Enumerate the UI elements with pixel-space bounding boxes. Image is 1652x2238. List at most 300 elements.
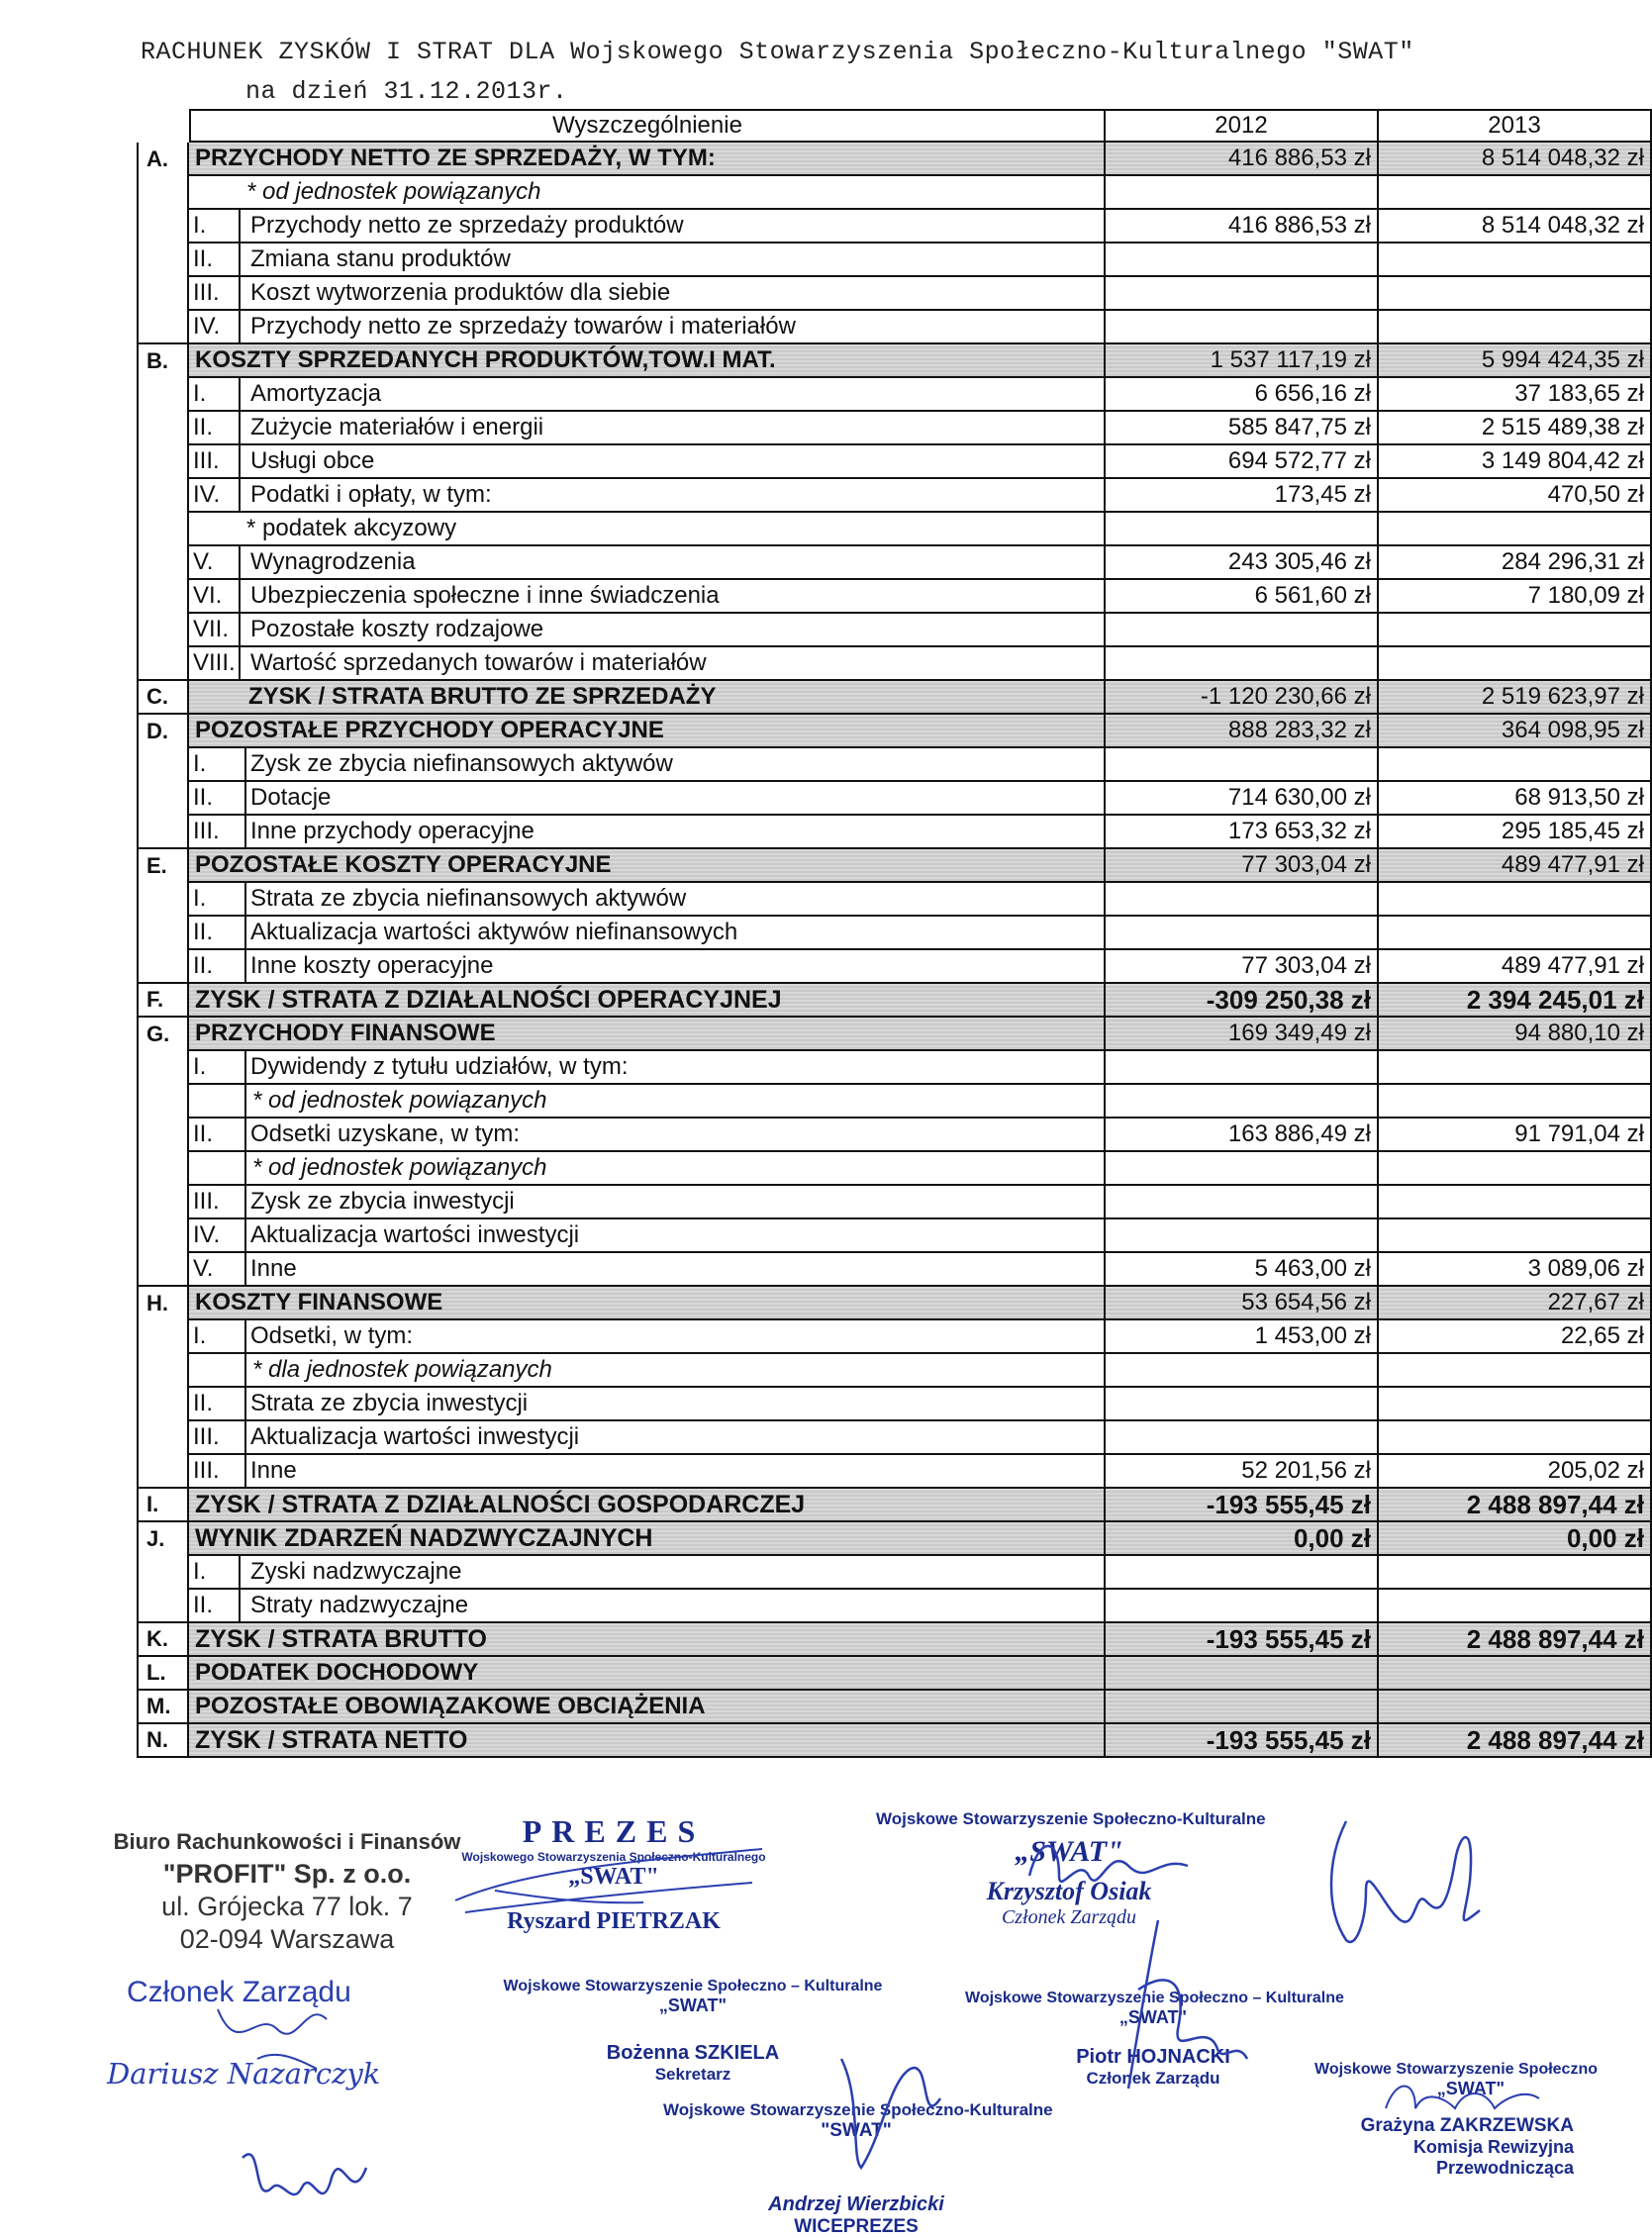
bureau-name: Biuro Rachunkowości i Finansów — [113, 1829, 461, 1854]
section-label: PRZYCHODY NETTO ZE SPRZEDAŻY, W TYM: — [189, 143, 1106, 176]
table-row — [137, 243, 1512, 277]
zakrzewska-role1: Komisja Rewizyjna — [1412, 2137, 1574, 2157]
osiak-role: Członek Zarządu — [1001, 1906, 1137, 1928]
hojnacki-name: Piotr HOJNACKI — [1076, 2046, 1230, 2068]
table-row — [137, 1388, 1512, 1421]
value-2012: 6 656,16 zł — [1106, 378, 1379, 412]
value-2013: 2 488 897,44 zł — [1379, 1489, 1652, 1522]
section-label: ZYSK / STRATA BRUTTO ZE SPRZEDAŻY — [189, 681, 1106, 715]
item-label: Aktualizacja wartości aktywów niefinansowych — [250, 919, 738, 945]
osiak-name: Krzysztof Osiak — [986, 1877, 1152, 1905]
value-2012: 416 886,53 zł — [1106, 210, 1379, 243]
line-item — [189, 1388, 1106, 1421]
note-text: * od jednostek powiązanych — [252, 1154, 547, 1181]
osiak-swat: „SWAT" — [1015, 1835, 1123, 1868]
row-letter — [137, 883, 189, 917]
profit-loss-table — [137, 109, 1644, 1792]
row-letter — [137, 1219, 189, 1253]
value-2013: 0,00 zł — [1379, 1522, 1652, 1556]
item-label: Amortyzacja — [250, 380, 382, 407]
line-item — [189, 445, 1106, 479]
row-letter: E. — [137, 849, 189, 883]
section-label: ZYSK / STRATA Z DZIAŁALNOŚCI GOSPODARCZEJ — [189, 1489, 1106, 1522]
value-2013: 3 149 804,42 zł — [1379, 445, 1652, 479]
value-2012 — [1106, 748, 1379, 782]
item-label: Zużycie materiałów i energii — [250, 414, 544, 440]
row-letter — [137, 1590, 189, 1623]
row-letter: C. — [137, 681, 189, 715]
value-2013: 3 089,06 zł — [1379, 1253, 1652, 1287]
wierzbicki-org: Wojskowe Stowarzyszenie Społeczno-Kulturalne — [663, 2100, 1053, 2119]
value-2012 — [1106, 1421, 1379, 1455]
item-number: I. — [189, 748, 246, 780]
item-number: II. — [189, 782, 246, 814]
row-letter — [137, 1421, 189, 1455]
value-2012 — [1106, 647, 1379, 681]
document-date: na dzień 31.12.2013r. — [245, 77, 568, 106]
line-item — [189, 1119, 1106, 1152]
value-2012: 173,45 zł — [1106, 479, 1379, 513]
note-text: * od jednostek powiązanych — [252, 1087, 547, 1114]
section-label: PRZYCHODY FINANSOWE — [189, 1018, 1106, 1051]
item-label: Zysk ze zbycia niefinansowych aktywów — [250, 750, 673, 777]
item-number: IV. — [189, 311, 241, 342]
value-2012: 163 886,49 zł — [1106, 1119, 1379, 1152]
signature-hojnacki — [1099, 1910, 1257, 2098]
table-row — [137, 883, 1512, 917]
row-letter — [137, 1388, 189, 1421]
prezes-org: Wojskowego Stowarzyszenia Społeczno-Kulturalnego — [461, 1850, 766, 1864]
item-number: II. — [189, 950, 246, 982]
row-letter — [137, 647, 189, 681]
item-label: Strata ze zbycia niefinansowych aktywów — [250, 885, 687, 912]
related-party-note — [189, 1085, 1106, 1119]
value-2012: -193 555,45 zł — [1106, 1489, 1379, 1522]
line-item — [189, 1590, 1106, 1623]
line-item — [189, 816, 1106, 849]
prezes-title: PREZES — [522, 1813, 706, 1849]
item-label: Inne przychody operacyjne — [250, 818, 534, 844]
value-2012: 5 463,00 zł — [1106, 1253, 1379, 1287]
item-number: III. — [189, 816, 246, 847]
value-2012: 173 653,32 zł — [1106, 816, 1379, 849]
header-2013: 2013 — [1379, 109, 1652, 143]
wierzbicki-swat: "SWAT" — [821, 2120, 892, 2141]
value-2013: 37 183,65 zł — [1379, 378, 1652, 412]
value-2013: 364 098,95 zł — [1379, 715, 1652, 748]
item-number: IV. — [189, 479, 241, 511]
section-label: POZOSTAŁE OBOWIĄZAKOWE OBCIĄŻENIA — [189, 1691, 1106, 1724]
value-2013: 94 880,10 zł — [1379, 1018, 1652, 1051]
line-item — [189, 614, 1106, 647]
value-2012: 0,00 zł — [1106, 1522, 1379, 1556]
signature-szkiela — [822, 2039, 960, 2178]
item-label: Straty nadzwyczajne — [250, 1592, 469, 1618]
item-label: Strata ze zbycia inwestycji — [250, 1390, 529, 1416]
row-letter — [137, 513, 189, 546]
signature-osiak — [1020, 1826, 1198, 1915]
value-2013 — [1379, 1085, 1652, 1119]
value-2013 — [1379, 513, 1652, 546]
line-item — [189, 546, 1106, 580]
table-row — [137, 1657, 1512, 1691]
value-2012 — [1106, 176, 1379, 210]
table-row — [137, 647, 1512, 681]
table-row — [137, 782, 1644, 816]
table-row — [137, 1455, 1644, 1489]
number-spacer — [189, 1152, 246, 1184]
row-letter — [137, 311, 189, 344]
row-letter — [137, 378, 189, 412]
value-2012 — [1106, 1691, 1379, 1724]
item-label: Inne — [250, 1457, 297, 1484]
bureau-street: ul. Grójecka 77 lok. 7 — [161, 1892, 413, 1921]
table-row — [137, 1590, 1512, 1623]
table-row — [137, 1522, 1644, 1556]
value-2013 — [1379, 647, 1652, 681]
line-item — [189, 1051, 1106, 1085]
prezes-name: Ryszard PIETRZAK — [507, 1908, 721, 1934]
value-2012 — [1106, 1186, 1379, 1219]
value-2012: 77 303,04 zł — [1106, 950, 1379, 984]
line-item — [189, 1219, 1106, 1253]
item-label: Zysk ze zbycia inwestycji — [250, 1188, 515, 1215]
line-item — [189, 243, 1106, 277]
line-item — [189, 1455, 1106, 1489]
row-letter — [137, 1455, 189, 1489]
line-item — [189, 950, 1106, 984]
row-letter — [137, 176, 189, 210]
section-label: KOSZTY FINANSOWE — [189, 1287, 1106, 1320]
value-2012: 1 453,00 zł — [1106, 1320, 1379, 1354]
item-number: I. — [189, 210, 241, 242]
item-label: Aktualizacja wartości inwestycji — [250, 1221, 580, 1248]
item-label: Odsetki, w tym: — [250, 1322, 414, 1349]
zakrzewska-swat: „SWAT" — [1436, 2079, 1505, 2098]
row-letter: F. — [137, 984, 189, 1018]
value-2012: 169 349,49 zł — [1106, 1018, 1379, 1051]
item-label: Inne koszty operacyjne — [250, 952, 494, 979]
table-row — [137, 1186, 1512, 1219]
wierzbicki-name: Andrzej Wierzbicki — [768, 2193, 944, 2215]
item-number: III. — [189, 445, 241, 477]
value-2013 — [1379, 1152, 1652, 1186]
row-letter — [137, 1354, 189, 1388]
value-2013 — [1379, 311, 1652, 344]
header-2012: 2012 — [1106, 109, 1379, 143]
item-number: I. — [189, 1051, 246, 1083]
szkiela-org: Wojskowe Stowarzyszenie Społeczno – Kulturalne — [503, 1978, 883, 1995]
section-label: ZYSK / STRATA NETTO — [189, 1724, 1106, 1758]
hojnacki-role: Członek Zarządu — [1086, 2069, 1220, 2088]
value-2012 — [1106, 883, 1379, 917]
table-row — [137, 715, 1644, 748]
item-number: II. — [189, 1119, 246, 1150]
table-row — [137, 1152, 1512, 1186]
row-letter — [137, 1085, 189, 1119]
value-2013: 470,50 zł — [1379, 479, 1652, 513]
row-letter: M. — [137, 1691, 189, 1724]
value-2012: 416 886,53 zł — [1106, 143, 1379, 176]
section-label: ZYSK / STRATA Z DZIAŁALNOŚCI OPERACYJNEJ — [189, 984, 1106, 1018]
item-number: VIII. — [189, 647, 241, 679]
table-row — [137, 1354, 1512, 1388]
excise-note: * podatek akcyzowy — [189, 513, 1106, 546]
value-2013 — [1379, 883, 1652, 917]
table-row — [137, 1253, 1644, 1287]
table-row — [137, 580, 1644, 614]
signature-prezes — [436, 1831, 772, 1930]
value-2012 — [1106, 1219, 1379, 1253]
row-letter: D. — [137, 715, 189, 748]
table-row — [137, 210, 1644, 243]
value-2013: 489 477,91 zł — [1379, 950, 1652, 984]
line-item — [189, 210, 1106, 243]
value-2013 — [1379, 1186, 1652, 1219]
value-2013: 205,02 zł — [1379, 1455, 1652, 1489]
section-label: POZOSTAŁE PRZYCHODY OPERACYJNE — [189, 715, 1106, 748]
value-2013: 2 519 623,97 zł — [1379, 681, 1652, 715]
table-row — [137, 1556, 1512, 1590]
value-2012 — [1106, 1085, 1379, 1119]
hojnacki-swat: „SWAT" — [1118, 2007, 1188, 2027]
table-row — [137, 378, 1644, 412]
value-2013 — [1379, 1556, 1652, 1590]
value-2013: 5 994 424,35 zł — [1379, 344, 1652, 378]
signature-zakrzewska — [1376, 2069, 1544, 2128]
row-letter — [137, 1152, 189, 1186]
value-2013: 91 791,04 zł — [1379, 1119, 1652, 1152]
zakrzewska-role2: Przewodnicząca — [1435, 2158, 1574, 2178]
row-letter — [137, 277, 189, 311]
row-letter — [137, 1556, 189, 1590]
nazarczyk-role: Członek Zarządu — [127, 1976, 351, 2008]
row-letter — [137, 210, 189, 243]
signature-bottom-left — [223, 2128, 381, 2227]
value-2012: -193 555,45 zł — [1106, 1724, 1379, 1758]
value-2013: 2 515 489,38 zł — [1379, 412, 1652, 445]
item-number: I. — [189, 1556, 241, 1588]
value-2012: 888 283,32 zł — [1106, 715, 1379, 748]
value-2013 — [1379, 1219, 1652, 1253]
item-label: Zyski nadzwyczajne — [250, 1558, 462, 1585]
section-label: PODATEK DOCHODOWY — [189, 1657, 1106, 1691]
table-row — [137, 1018, 1644, 1051]
table-row — [137, 1320, 1644, 1354]
value-2012: -309 250,38 zł — [1106, 984, 1379, 1018]
row-letter — [137, 1320, 189, 1354]
value-2012: 6 561,60 zł — [1106, 580, 1379, 614]
value-2012 — [1106, 1388, 1379, 1421]
item-number: III. — [189, 1455, 246, 1487]
line-item — [189, 1320, 1106, 1354]
value-2013: 489 477,91 zł — [1379, 849, 1652, 883]
row-letter — [137, 917, 189, 950]
table-row — [137, 1623, 1644, 1657]
line-item — [189, 748, 1106, 782]
table-header-row — [137, 109, 1541, 143]
prezes-swat: „SWAT" — [568, 1864, 659, 1890]
row-letter: I. — [137, 1489, 189, 1522]
line-item — [189, 883, 1106, 917]
line-item — [189, 1556, 1106, 1590]
value-2013 — [1379, 1354, 1652, 1388]
bureau-stamp — [109, 1829, 465, 1955]
section-label: KOSZTY SPRZEDANYCH PRODUKTÓW,TOW.I MAT. — [189, 344, 1106, 378]
value-2013 — [1379, 1388, 1652, 1421]
value-2013: 2 394 245,01 zł — [1379, 984, 1652, 1018]
table-row — [137, 1724, 1644, 1758]
line-item — [189, 1186, 1106, 1219]
table-row — [137, 344, 1644, 378]
line-item — [189, 647, 1106, 681]
row-letter — [137, 445, 189, 479]
item-label: Podatki i opłaty, w tym: — [250, 481, 492, 508]
table-row — [137, 445, 1644, 479]
section-label: POZOSTAŁE KOSZTY OPERACYJNE — [189, 849, 1106, 883]
row-letter — [137, 546, 189, 580]
note-text: * dla jednostek powiązanych — [252, 1356, 552, 1383]
value-2012: 694 572,77 zł — [1106, 445, 1379, 479]
row-letter — [137, 243, 189, 277]
item-label: Pozostałe koszty rodzajowe — [250, 616, 544, 642]
table-row — [137, 479, 1644, 513]
value-2012 — [1106, 1152, 1379, 1186]
row-letter — [137, 782, 189, 816]
value-2012 — [1106, 614, 1379, 647]
related-party-note: * od jednostek powiązanych — [189, 176, 1106, 210]
bureau-city: 02-094 Warszawa — [179, 1924, 395, 1954]
item-number: III. — [189, 277, 241, 309]
item-label: Koszt wytworzenia produktów dla siebie — [250, 279, 671, 306]
line-item — [189, 782, 1106, 816]
value-2013: 284 296,31 zł — [1379, 546, 1652, 580]
table-row — [137, 1219, 1512, 1253]
table-row — [137, 1421, 1512, 1455]
value-2012: 77 303,04 zł — [1106, 849, 1379, 883]
table-row — [137, 614, 1512, 647]
item-number: VII. — [189, 614, 241, 645]
item-number: II. — [189, 1388, 246, 1419]
item-label: Inne — [250, 1255, 297, 1282]
row-letter — [137, 950, 189, 984]
table-row — [137, 176, 1512, 210]
value-2013 — [1379, 1657, 1652, 1691]
table-row — [137, 1051, 1512, 1085]
value-2012 — [1106, 917, 1379, 950]
row-letter — [137, 1186, 189, 1219]
table-row — [137, 917, 1512, 950]
value-2013 — [1379, 1421, 1652, 1455]
item-number: III. — [189, 1186, 246, 1217]
line-item — [189, 1253, 1106, 1287]
signature-large — [1307, 1801, 1505, 1960]
value-2012 — [1106, 1590, 1379, 1623]
value-2013 — [1379, 1590, 1652, 1623]
number-spacer — [189, 1085, 246, 1117]
item-label: Ubezpieczenia społeczne i inne świadczenia — [250, 582, 720, 609]
section-label: WYNIK ZDARZEŃ NADZWYCZAJNYCH — [189, 1522, 1106, 1556]
zakrzewska-org: Wojskowe Stowarzyszenie Społeczno — [1314, 2061, 1598, 2078]
value-2012: -193 555,45 zł — [1106, 1623, 1379, 1657]
value-2013 — [1379, 176, 1652, 210]
item-label: Zmiana stanu produktów — [250, 245, 511, 272]
item-label: Usługi obce — [250, 447, 375, 474]
table-row — [137, 1691, 1512, 1724]
table-row — [137, 412, 1644, 445]
item-number: I. — [189, 378, 241, 410]
table-row — [137, 748, 1512, 782]
table-row — [137, 277, 1512, 311]
row-letter — [137, 412, 189, 445]
value-2013: 295 185,45 zł — [1379, 816, 1652, 849]
value-2012: 243 305,46 zł — [1106, 546, 1379, 580]
row-letter — [137, 479, 189, 513]
line-item — [189, 378, 1106, 412]
value-2012: 52 201,56 zł — [1106, 1455, 1379, 1489]
item-number: II. — [189, 412, 241, 443]
table-row — [137, 1119, 1644, 1152]
item-label: Wartość sprzedanych towarów i materiałów — [250, 649, 707, 676]
item-number: II. — [189, 1590, 241, 1621]
value-2013: 227,67 zł — [1379, 1287, 1652, 1320]
row-letter: J. — [137, 1522, 189, 1556]
row-letter — [137, 816, 189, 849]
szkiela-name: Bożenna SZKIELA — [606, 2042, 780, 2064]
row-letter: H. — [137, 1287, 189, 1320]
number-spacer — [189, 1354, 246, 1386]
line-item — [189, 479, 1106, 513]
item-label: Dywidendy z tytułu udziałów, w tym: — [250, 1053, 629, 1080]
nazarczyk-name: Dariusz Nazarczyk — [107, 2057, 381, 2091]
value-2013 — [1379, 243, 1652, 277]
row-letter — [137, 1051, 189, 1085]
value-2013 — [1379, 614, 1652, 647]
item-number: IV. — [189, 1219, 246, 1251]
line-item — [189, 1421, 1106, 1455]
value-2013: 22,65 zł — [1379, 1320, 1652, 1354]
table-row — [137, 1287, 1644, 1320]
row-letter — [137, 614, 189, 647]
value-2012 — [1106, 311, 1379, 344]
item-number: II. — [189, 917, 246, 948]
item-label: Aktualizacja wartości inwestycji — [250, 1423, 580, 1450]
table-row — [137, 849, 1644, 883]
signature-nazarczyk — [198, 1990, 356, 2079]
row-letter — [137, 1119, 189, 1152]
row-letter: K. — [137, 1623, 189, 1657]
header-description: Wyszczególnienie — [189, 109, 1106, 143]
value-2013: 2 488 897,44 zł — [1379, 1623, 1652, 1657]
row-letter — [137, 748, 189, 782]
value-2013: 8 514 048,32 zł — [1379, 210, 1652, 243]
value-2013 — [1379, 277, 1652, 311]
line-item — [189, 580, 1106, 614]
table-row — [137, 984, 1644, 1018]
item-label: Wynagrodzenia — [250, 548, 416, 575]
item-label: Odsetki uzyskane, w tym: — [250, 1120, 521, 1147]
table-row — [137, 950, 1644, 984]
related-party-note — [189, 1152, 1106, 1186]
value-2012: 585 847,75 zł — [1106, 412, 1379, 445]
value-2013: 7 180,09 zł — [1379, 580, 1652, 614]
table-row — [137, 1489, 1644, 1522]
item-label: Przychody netto ze sprzedaży produktów — [250, 212, 684, 239]
value-2012: 53 654,56 zł — [1106, 1287, 1379, 1320]
item-number: III. — [189, 1421, 246, 1453]
row-letter — [137, 1253, 189, 1287]
line-item — [189, 917, 1106, 950]
